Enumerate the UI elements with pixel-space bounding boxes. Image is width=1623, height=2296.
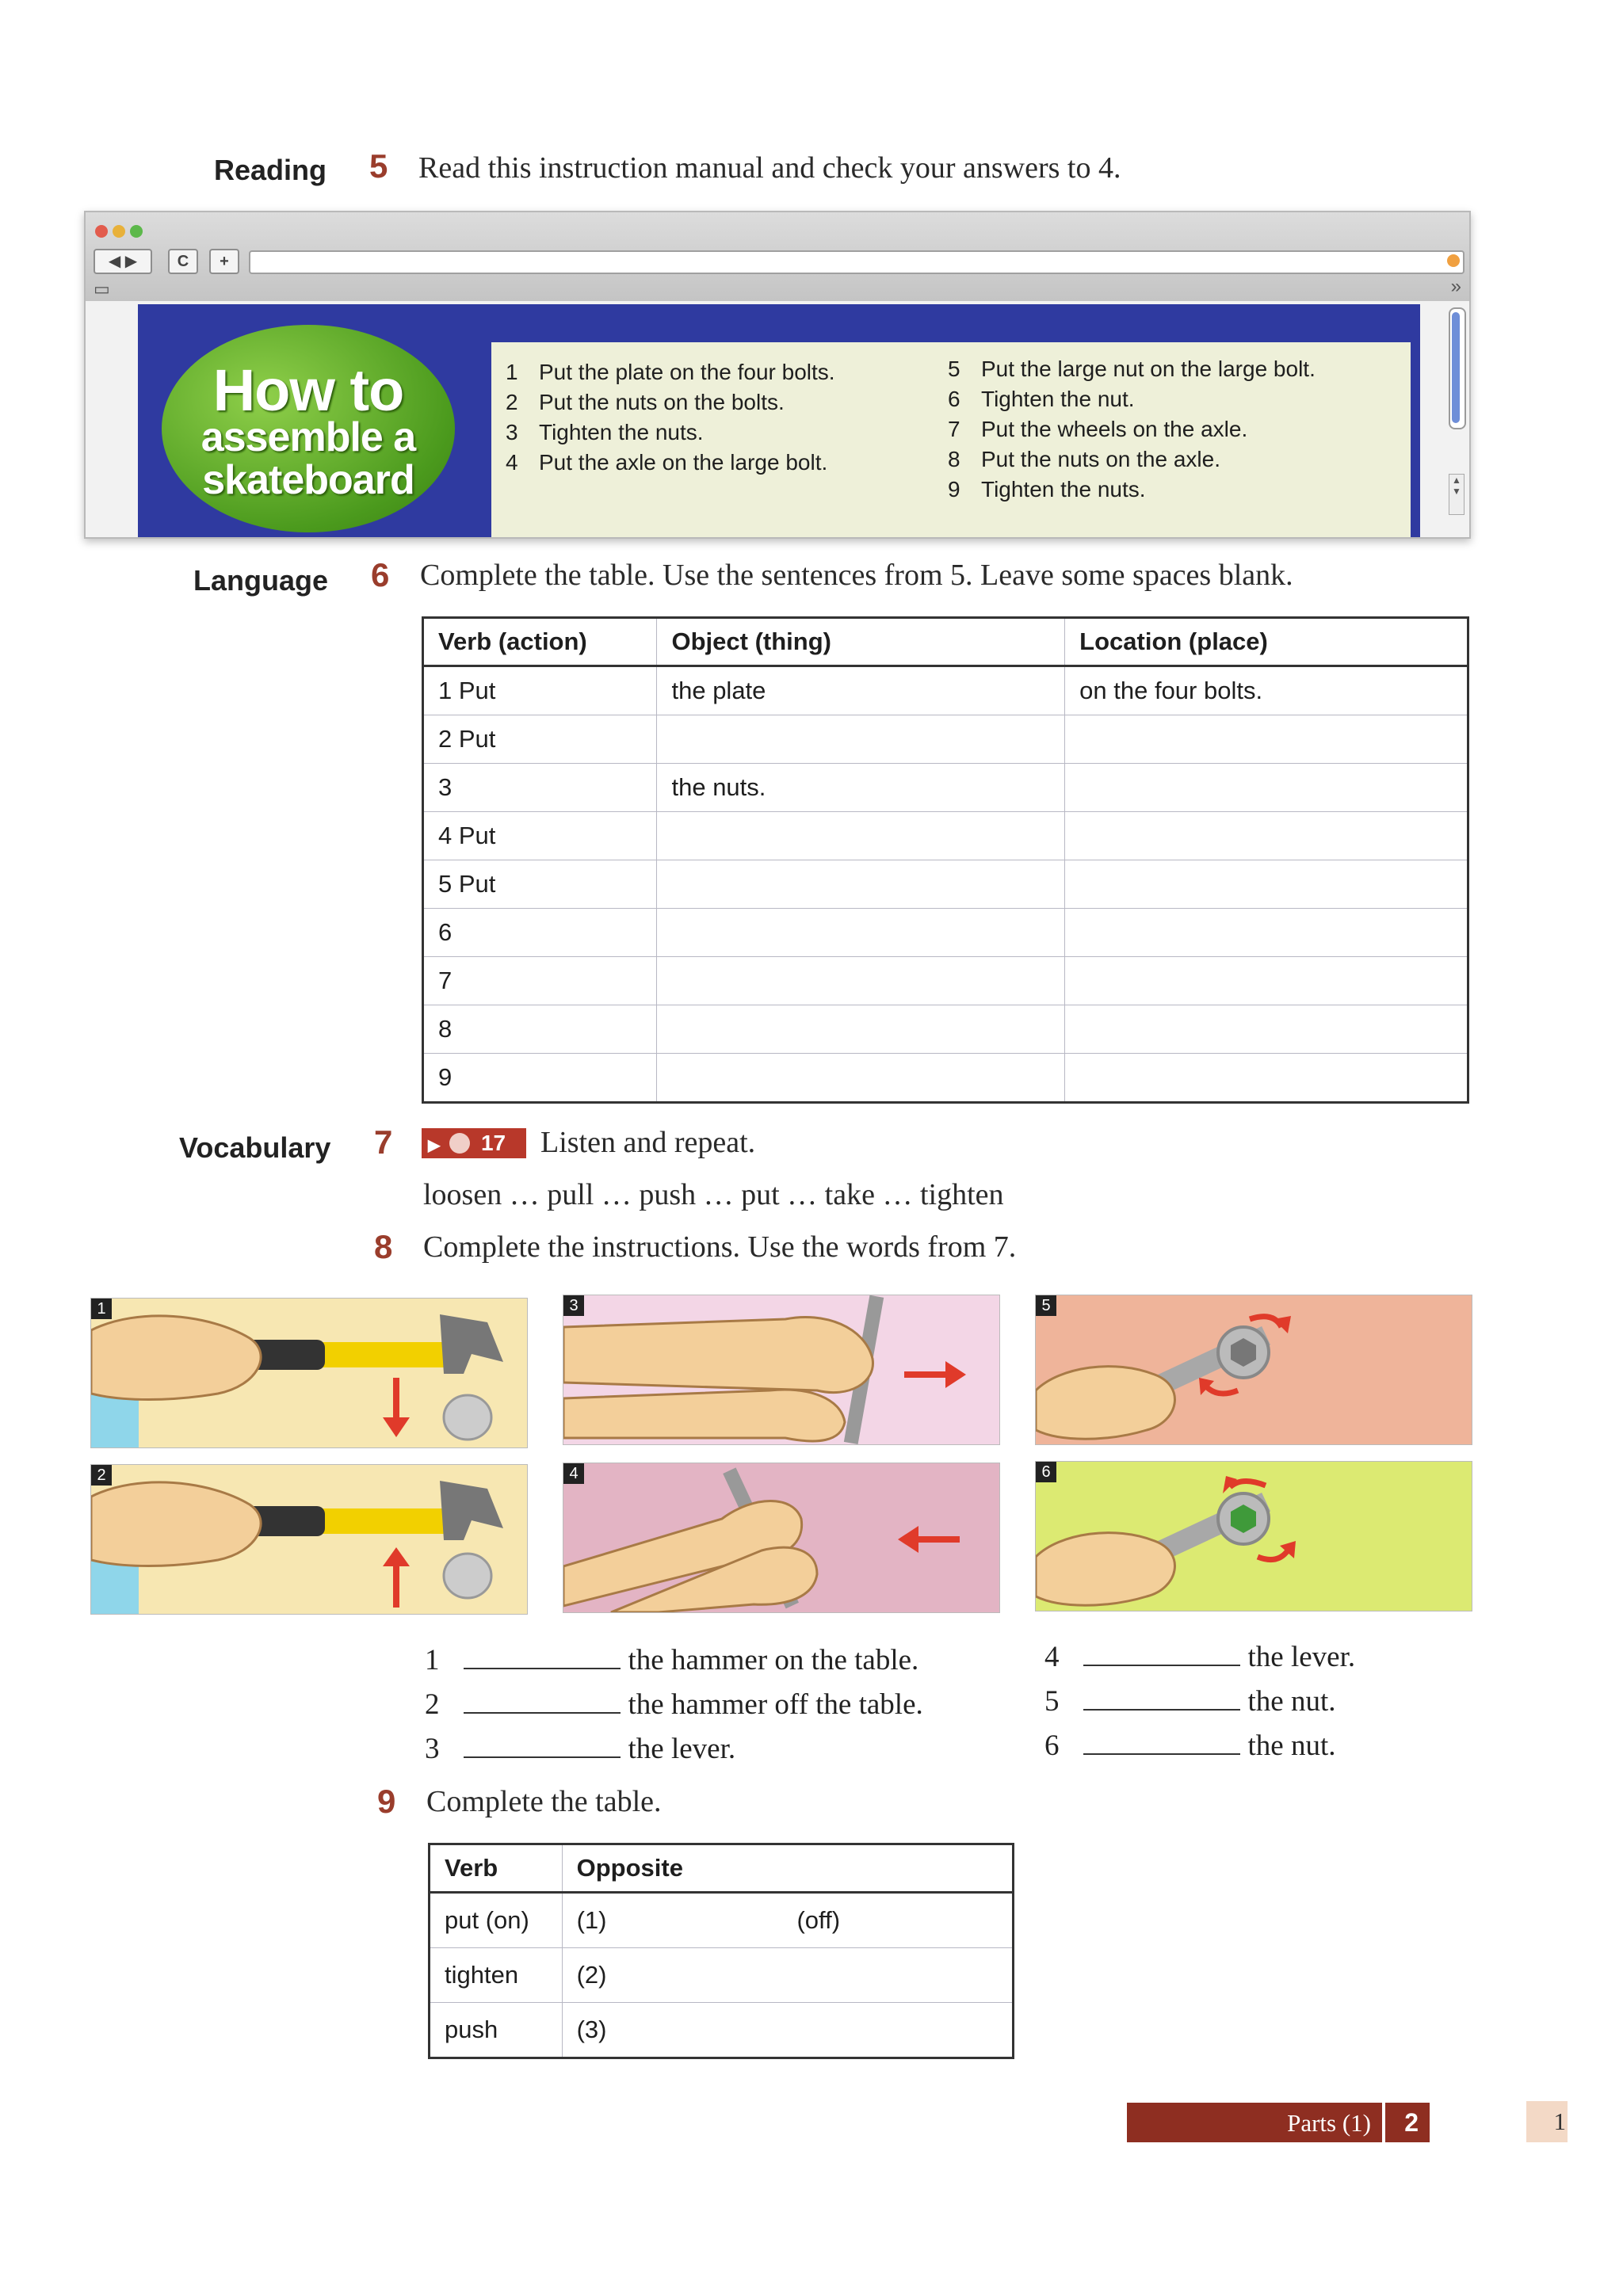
table-row [430,1948,1014,2003]
cell-verb[interactable]: 7 [423,957,657,1005]
hint-text: (off) [796,1906,841,1934]
wrench-illustration [1036,1295,1472,1444]
table-row [423,666,1468,715]
table-row [423,715,1468,764]
back-forward-button[interactable]: ◀ ▶ [94,249,152,274]
section-label-reading: Reading [214,154,327,186]
address-bar[interactable] [249,250,1465,274]
exercise-5-instruction: Read this instruction manual and check your answers to 4. [418,151,1121,185]
table-verb-opposite [428,1843,1014,2059]
table-row [423,909,1468,957]
cell-location[interactable] [1065,715,1468,764]
picture-lever-pull [563,1463,1000,1613]
cd-icon [449,1133,470,1154]
column-header-location: Location (place) [1065,618,1468,666]
scroll-arrows-icon[interactable]: ▲ ▼ [1449,474,1465,515]
picture-hammer-pull-up [90,1464,528,1615]
cell-location[interactable] [1065,764,1468,812]
answer-blank[interactable] [1083,1730,1240,1755]
cell-opposite[interactable]: (3) [562,2003,1013,2058]
fill-in-item: 6 the nut. [1044,1730,1336,1762]
cell-object[interactable] [657,909,1065,957]
table-row [423,1054,1468,1103]
cell-verb: 5 Put [423,860,657,909]
cell-object[interactable] [657,715,1065,764]
table-row [423,957,1468,1005]
picture-number: 3 [563,1295,584,1316]
cell-location[interactable] [1065,909,1468,957]
picture-wrench-tighten [1035,1461,1472,1611]
table-row [430,2003,1014,2058]
play-icon[interactable]: ▶ [428,1137,441,1154]
cell-verb[interactable]: 8 [423,1005,657,1054]
unit-number: 2 [1404,2108,1419,2137]
cell-verb[interactable]: 9 [423,1054,657,1103]
table-verb-object-location [422,616,1469,1104]
maximize-window-icon[interactable] [130,225,143,238]
table-row [423,1005,1468,1054]
cell-location[interactable] [1065,1054,1468,1103]
cell-verb: 1 Put [423,666,657,715]
cell-location[interactable] [1065,860,1468,909]
badge-line-2: assemble a [200,414,416,460]
step-item: 3 Tighten the nuts. [506,420,704,444]
step-item: 2 Put the nuts on the bolts. [506,390,785,414]
answer-blank[interactable] [464,1644,621,1669]
rss-icon[interactable] [1447,254,1460,267]
answer-blank[interactable] [1083,1685,1240,1711]
audio-track-button[interactable] [422,1128,526,1158]
badge-line-1: How to [212,357,404,423]
step-item: 4 Put the axle on the large bolt. [506,450,828,475]
minimize-window-icon[interactable] [113,225,125,238]
fill-in-item: 2 the hammer off the table. [425,1688,923,1721]
cell-location[interactable] [1065,1005,1468,1054]
fill-in-item: 1 the hammer on the table. [425,1644,919,1676]
cell-object[interactable] [657,957,1065,1005]
cell-object[interactable] [657,812,1065,860]
unit-footer [1127,2103,1430,2142]
table-row [423,812,1468,860]
cell-location[interactable] [1065,957,1468,1005]
vocabulary-word-list: loosen … pull … push … put … take … tighten [423,1178,1004,1211]
cell-opposite[interactable]: (2) [562,1948,1013,2003]
section-label-vocabulary: Vocabulary [179,1131,331,1164]
picture-number: 2 [91,1465,112,1486]
picture-wrench-loosen [1035,1295,1472,1445]
picture-lever-push [563,1295,1000,1445]
cell-verb[interactable]: 6 [423,909,657,957]
bookmarks-icon[interactable]: ▭ [94,279,110,299]
assembly-steps [491,342,1411,537]
answer-blank[interactable] [1083,1641,1240,1666]
cell-object: the nuts. [657,764,1065,812]
picture-hammer-push-down [90,1298,528,1448]
exercise-7-instruction: Listen and repeat. [540,1126,756,1159]
fill-in-item: 5 the nut. [1044,1685,1336,1718]
footer-divider [1382,2103,1385,2142]
cell-verb: push [430,2003,563,2058]
lever-illustration [563,1295,999,1444]
picture-number: 4 [563,1463,584,1484]
exercise-number-8: 8 [374,1228,393,1265]
step-item: 1 Put the plate on the four bolts. [506,360,835,384]
table-row [423,860,1468,909]
new-tab-button[interactable]: + [209,249,239,274]
section-label-language: Language [193,564,329,597]
overflow-chevron-icon[interactable]: » [1450,276,1461,297]
answer-blank[interactable] [464,1688,621,1714]
wrench-illustration [1036,1462,1472,1611]
cell-verb: put (on) [430,1893,563,1948]
cell-object[interactable] [657,1005,1065,1054]
exercise-6-instruction: Complete the table. Use the sentences from 5. Leave some spaces blank. [420,559,1293,592]
answer-blank[interactable] [464,1733,621,1758]
scrollbar[interactable] [1449,307,1466,429]
step-item: 5 Put the large nut on the large bolt. [948,357,1316,381]
cell-object[interactable] [657,860,1065,909]
refresh-button[interactable]: C [168,249,198,274]
cell-opposite[interactable]: (1) (off) [562,1893,1013,1948]
badge-line-3: skateboard [202,457,414,503]
cell-object[interactable] [657,1054,1065,1103]
step-item: 6 Tighten the nut. [948,387,1135,411]
page-tab [1526,2101,1568,2142]
exercise-number-5: 5 [369,147,388,185]
step-item: 8 Put the nuts on the axle. [948,447,1220,471]
audio-track-number: 17 [480,1131,506,1155]
column-header-opposite: Opposite [562,1844,1013,1893]
close-window-icon[interactable] [95,225,108,238]
exercise-8-instruction: Complete the instructions. Use the words from 7. [423,1230,1017,1264]
exercise-number-7: 7 [374,1123,393,1161]
table-row [430,1893,1014,1948]
picture-number: 5 [1036,1295,1056,1316]
fill-in-item: 3 the lever. [425,1733,736,1765]
fill-in-item: 4 the lever. [1044,1641,1356,1673]
cell-object: the plate [657,666,1065,715]
page-number: 1 [1553,2107,1566,2135]
picture-number: 6 [1036,1462,1056,1482]
exercise-number-9: 9 [377,1783,396,1820]
cell-verb: 2 Put [423,715,657,764]
cell-verb: tighten [430,1948,563,2003]
cell-verb: 4 Put [423,812,657,860]
column-header-verb: Verb [430,1844,563,1893]
lever-illustration [563,1463,999,1612]
exercise-9-instruction: Complete the table. [426,1785,662,1818]
browser-window [84,211,1471,539]
step-item: 7 Put the wheels on the axle. [948,417,1248,441]
cell-location[interactable] [1065,812,1468,860]
exercise-number-6: 6 [371,556,390,593]
column-header-verb: Verb (action) [423,618,657,666]
hammer-illustration [91,1299,527,1447]
hammer-illustration [91,1465,527,1614]
cell-verb[interactable]: 3 [423,764,657,812]
webpage-banner [138,304,1420,537]
browser-chrome [86,212,1469,301]
table-row [423,764,1468,812]
scrollbar-thumb[interactable] [1452,312,1460,423]
picture-number: 1 [91,1299,112,1319]
step-item: 9 Tighten the nuts. [948,477,1146,502]
title-badge [162,325,455,532]
unit-title: Parts (1) [1287,2109,1371,2137]
column-header-object: Object (thing) [657,618,1065,666]
cell-location: on the four bolts. [1065,666,1468,715]
